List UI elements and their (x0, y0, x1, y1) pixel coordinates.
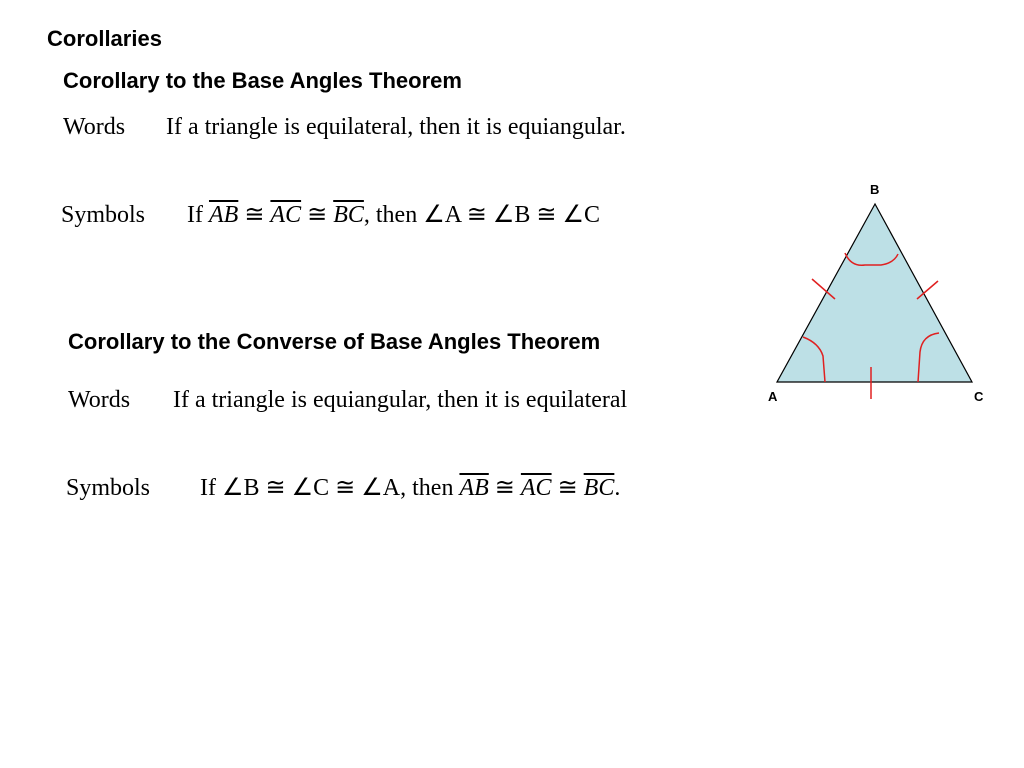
corollary2-words-line (68, 387, 627, 414)
corollary2-heading: Corollary to the Converse of Base Angles Theorem (68, 329, 601, 354)
corollary2-words-label: Words (68, 387, 131, 413)
segment-bc: $\overline{BC}$ (333, 202, 364, 228)
angle-a: A (382, 475, 401, 501)
segment-ac: $\overline{AC}$ (270, 202, 302, 228)
angle-symbol: ∠ (562, 202, 584, 228)
corollary2-symbols-line (66, 473, 620, 502)
vertex-b-label: B (870, 182, 880, 197)
angle-symbol: ∠ (423, 202, 445, 228)
angle-symbol: ∠ (492, 202, 515, 228)
segment-ab: $\overline{AB}$ (459, 475, 489, 501)
congruent-symbol: ≅ (307, 202, 328, 228)
segment-bc: $\overline{BC}$ (583, 475, 615, 501)
congruent-symbol: ≅ (466, 202, 487, 228)
congruent-symbol: ≅ (244, 202, 265, 228)
angle-symbol: ∠ (291, 475, 314, 501)
congruent-symbol: ≅ (536, 202, 557, 228)
angle-c: C (313, 475, 330, 501)
corollary2-words-text: If a triangle is equiangular, then it is equilateral (173, 387, 628, 413)
corollary1-words-label: Words (63, 114, 126, 140)
period: . (614, 475, 621, 501)
triangle-shape (777, 204, 972, 382)
corollary1-words-line (63, 114, 626, 141)
equilateral-triangle-diagram (755, 175, 995, 415)
congruent-symbol: ≅ (557, 475, 578, 501)
corollary1-symbols-label: Symbols (61, 202, 146, 228)
corollary1-then: then (375, 202, 418, 228)
segment-ac: $\overline{AC}$ (520, 475, 552, 501)
congruent-symbol: ≅ (335, 475, 356, 501)
segment-ab: $\overline{AB}$ (208, 202, 239, 228)
corollary2-then: , then (400, 475, 454, 501)
comma: , (363, 202, 370, 228)
corollary2-symbols-label: Symbols (66, 475, 151, 501)
angle-c: C (584, 202, 601, 228)
angle-symbol: ∠ (221, 475, 244, 501)
angle-b: B (514, 202, 531, 228)
corollary1-if: If (187, 202, 203, 228)
corollary2-if: If (200, 475, 216, 501)
corollary1-heading: Corollary to the Base Angles Theorem (63, 68, 462, 93)
angle-symbol: ∠ (361, 475, 383, 501)
corollary1-words-text: If a triangle is equilateral, then it is equiangular. (166, 114, 626, 140)
congruent-symbol: ≅ (265, 475, 286, 501)
vertex-c-label: C (974, 389, 984, 404)
slide-title: Corollaries (47, 26, 162, 51)
angle-b: B (243, 475, 260, 501)
angle-a: A (444, 202, 461, 228)
vertex-a-label: A (768, 389, 778, 404)
congruent-symbol: ≅ (494, 475, 515, 501)
corollary1-symbols-line (61, 200, 600, 229)
